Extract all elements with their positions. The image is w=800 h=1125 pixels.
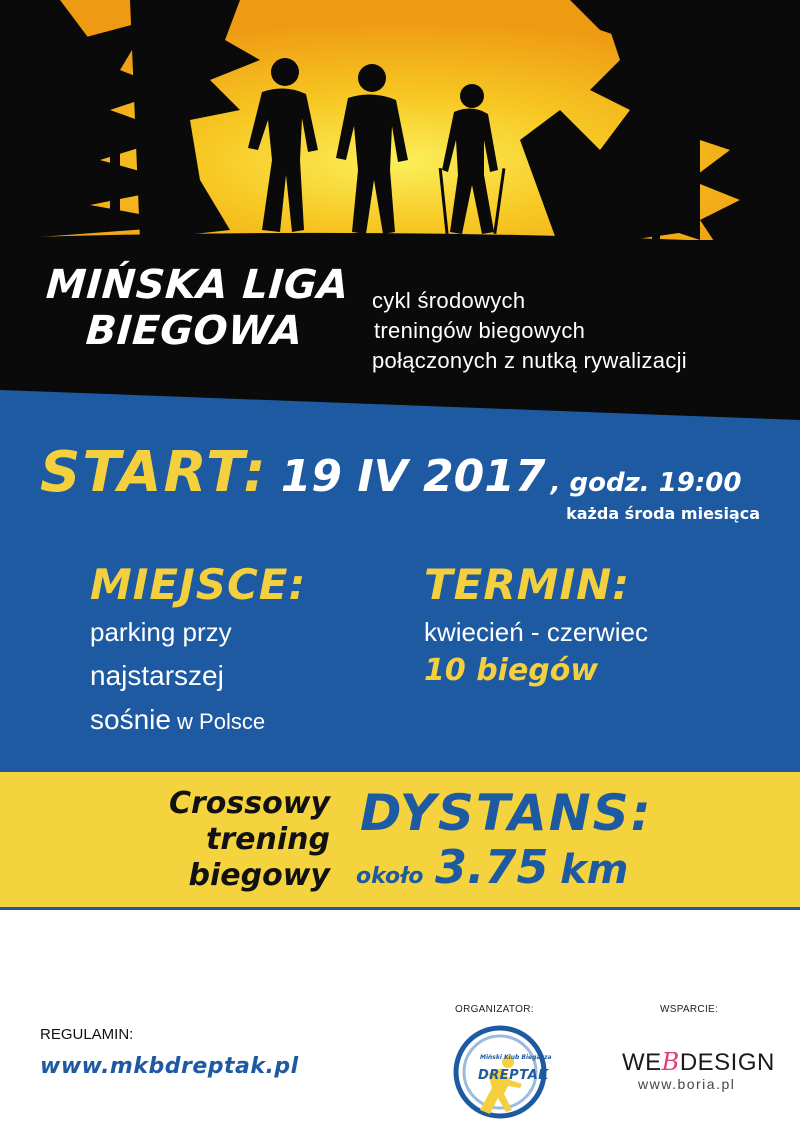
regulations-link[interactable]: www.mkbdreptak.pl <box>40 1054 299 1079</box>
place-section <box>90 560 390 741</box>
training-line-2: trening <box>206 822 330 857</box>
tagline-line-1: cykl środowych <box>372 288 526 313</box>
webdesign-logo <box>622 1048 775 1077</box>
webdesign-logo-b: B <box>661 1048 680 1076</box>
tagline-line-2: treningów biegowych <box>374 318 586 343</box>
support-link[interactable]: www.boria.pl <box>638 1076 736 1092</box>
distance-prefix: około <box>356 864 424 889</box>
term-section <box>424 560 764 688</box>
training-line-3: biegowy <box>188 858 330 893</box>
webdesign-logo-pre: WE <box>622 1049 662 1076</box>
term-range: kwiecień - czerwiec <box>424 617 648 647</box>
distance-value: 3.75 <box>435 840 549 894</box>
organizer-logo-name: DREPTAK <box>478 1068 549 1083</box>
webdesign-logo-post: DESIGN <box>679 1049 775 1076</box>
league-title <box>33 262 359 354</box>
distance-value-row <box>356 840 628 894</box>
start-frequency: każda środa miesiąca <box>566 504 760 523</box>
distance-heading: DYSTANS: <box>360 784 653 842</box>
place-line-2: najstarszej <box>90 660 224 691</box>
support-label: WSPARCIE: <box>660 1004 719 1015</box>
training-line-1: Crossowy <box>168 786 330 821</box>
tagline <box>372 286 782 376</box>
start-row <box>40 440 780 510</box>
title-line-2: BIEGOWA <box>84 308 305 354</box>
term-runs: 10 biegów <box>424 653 599 688</box>
distance-unit: km <box>560 847 629 893</box>
start-time: , godz. 19:00 <box>550 468 742 498</box>
place-line-1: parking przy <box>90 617 232 647</box>
nordic-walking-note: Mile widzani uczestnicy NORDIC WALKING <box>59 930 741 963</box>
organizer-label: ORGANIZATOR: <box>455 1004 534 1015</box>
place-line-3-main: sośnie <box>90 704 171 735</box>
start-date: 19 IV 2017 <box>280 451 546 502</box>
term-heading: TERMIN: <box>424 560 631 609</box>
place-line-3-rest: w Polsce <box>170 709 266 734</box>
start-label: START: <box>40 440 268 505</box>
place-heading: MIEJSCE: <box>90 560 307 609</box>
training-type <box>90 786 330 894</box>
tagline-line-3: połączonych z nutką rywalizacji <box>372 348 687 373</box>
regulations-label: REGULAMIN: <box>40 1026 134 1043</box>
title-line-1: MIŃSKA LIGA <box>44 262 351 308</box>
organizer-logo-subtitle: Miński Klub Biegacza <box>480 1054 552 1061</box>
